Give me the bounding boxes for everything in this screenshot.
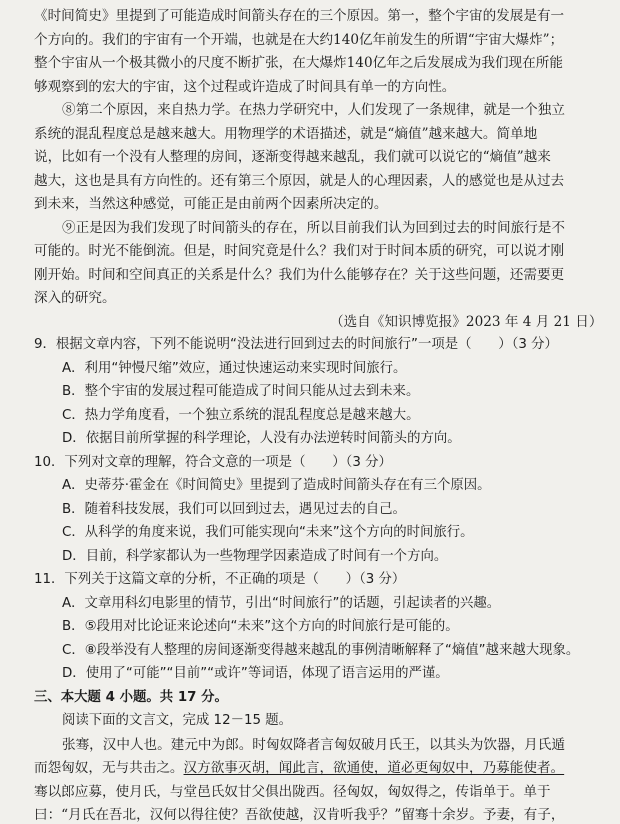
question-11-option-c: C．⑧段举没有人整理的房间逐渐变得越来越乱的事例清晰解释了“熵值”越来越大现象。 [62,642,580,658]
passage-p1-line-4: 够观察到的宏大的宇宙，这个过程或许造成了时间具有单一的方向性。 [34,78,456,95]
passage-p8-line-5: 到未来，当然这种感觉，可能正是由前两个因素所决定的。 [34,196,388,212]
question-10-stem: 10．下列对文章的理解，符合文意的一项是（ ）（3 分） [34,454,392,470]
passage-p8-line-3: 说，比如有一个没有人整理的房间，逐渐变得越来越乱，我们就可以说它的“熵值”越来 [34,149,551,165]
question-10-option-c: C．从科学的角度来说，我们可能实现向“未来”这个方向的时间旅行。 [62,525,474,540]
classical-line-2-start: 而怨匈奴，无与共击之。 [34,760,184,776]
passage-p8-line-4: 越大，这也是具有方向性的。还有第三个原因，就是人的心理因素，人的感觉也是从过去 [34,172,565,189]
classical-underlined-sentence: 汉方欲事灭胡，闻此言，欲通使，道必更匈奴中，乃募能使者。 [183,760,565,776]
classical-line-1: 张骞，汉中人也。建元中为郎。时匈奴降者言匈奴破月氏王，以其头为饮器，月氏遁 [62,736,565,753]
passage-p9-line-1: ⑨正是因为我们发现了时间箭头的存在，所以目前我们认为回到过去的时间旅行是不 [62,219,565,236]
question-11-option-b: B．⑤段用对比论证来论述向“未来”这个方向的时间旅行是可能的。 [62,619,459,634]
section-3-instruction: 阅读下面的文言文，完成 12－15 题。 [62,713,293,728]
passage-p9-line-2: 可能的。时光不能倒流。但是，时间究竟是什么？我们对于时间本质的研究，可以说才刚 [34,243,565,259]
classical-line-4: 曰：“月氏在吾北，汉何以得往使？吾欲使越，汉肯听我乎？”留骞十余岁。予妻，有子， [34,807,565,823]
question-10-option-b: B．随着科技发展，我们可以回到过去，遇见过去的自己。 [62,501,406,517]
question-11-stem: 11．下列关于这篇文章的分析，不正确的项是（ ）（3 分） [34,572,406,587]
question-10-option-d: D．目前，科学家都认为一些物理学因素造成了时间有一个方向。 [62,548,448,564]
classical-line-3: 骞以郎应募，使月氏，与堂邑氏奴甘父俱出陇西。径匈奴，匈奴得之，传诣单于。单于 [34,783,551,800]
question-9-option-b: B．整个宇宙的发展过程可能造成了时间只能从过去到未来。 [62,384,420,399]
passage-p1-line-1: 《时间简史》里提到了可能造成时间箭头存在的三个原因。第一，整个宇宙的发展是有一 [34,8,565,24]
question-9-option-d: D．依据目前所掌握的科学理论，人没有办法逆转时间箭头的方向。 [62,431,461,446]
question-9-option-a: A．利用“钟慢尺缩”效应，通过快速运动来实现时间旅行。 [62,360,407,376]
passage-p9-line-3: 刚开始。时间和空间真正的关系是什么？我们为什么能够存在？关于这些问题，还需要更 [34,266,565,283]
passage-source: （选自《知识博览报》2023 年 4 月 21 日） [330,313,603,330]
passage-p1-line-2: 个方向的。我们的宇宙有一个开端，也就是在大约140亿年前发生的所谓“宇宙大爆炸”； [34,31,564,48]
passage-p8-line-2: 系统的混乱程度总是越来越大。用物理学的术语描述，就是“熵值”越来越大。简单地 [34,125,538,142]
question-9-stem: 9．根据文章内容，下列不能说明“没法进行回到过去的时间旅行”一项是（ ）（3 分） [34,337,558,352]
passage-p9-line-4: 深入的研究。 [34,290,116,306]
question-11-option-d: D．使用了“可能”“目前”“或许”等词语，体现了语言运用的严谨。 [62,666,449,681]
passage-p1-line-3: 整个宇宙从一个极其微小的尺度不断扩张，在大爆炸140亿年之后发展成为我们现在所能 [34,55,563,71]
classical-line-2 [34,759,564,777]
question-11-option-a: A．文章用科幻电影里的情节，引出“时间旅行”的话题，引起读者的兴趣。 [62,595,501,611]
question-10-option-a: A．史蒂芬·霍金在《时间简史》里提到了造成时间箭头存在有三个原因。 [62,478,491,493]
section-3-heading: 三、本大题 4 小题。共 17 分。 [34,689,228,705]
passage-p8-line-1: ⑧第二个原因，来自热力学。在热力学研究中，人们发现了一条规律，就是一个独立 [62,102,565,118]
question-9-option-c: C．热力学角度看，一个独立系统的混乱程度总是越来越大。 [62,407,420,423]
